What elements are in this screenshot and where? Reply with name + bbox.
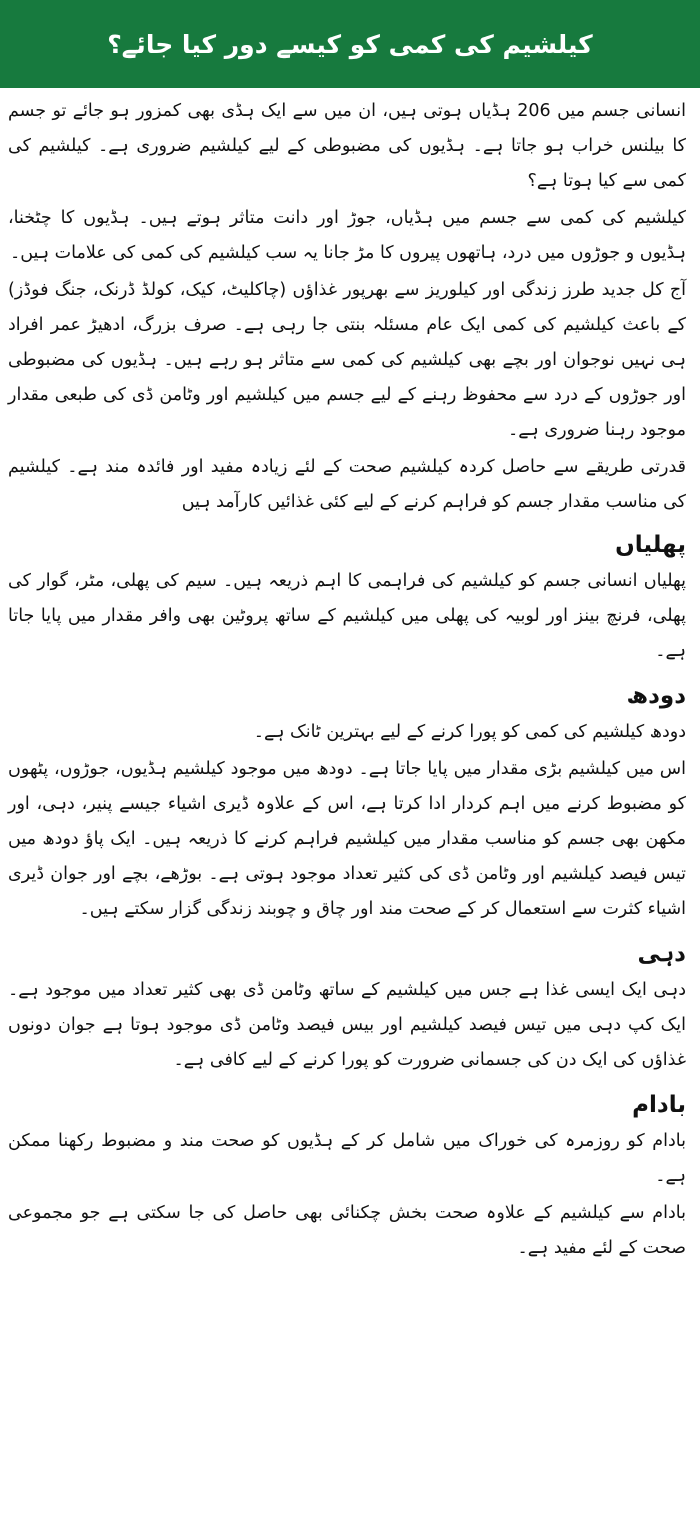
milk-paragraph-1: دودھ کیلشیم کی کمی کو پورا کرنے کے لیے بہترین ٹانک ہے۔ — [253, 722, 686, 742]
yogurt-paragraph: دہی ایک ایسی غذا ہے جس میں کیلشیم کے ساتھ وٹامن ڈی بھی کثیر تعداد میں موجود ہے۔ ایک کپ دہی میں تیس فیصد کیلشیم اور بیس فیصد وٹامن ڈی موجود ہوتا ہے جوان دونوں غذاؤں کی ایک دن کی جسمانی ضرورت کو پورا کرنے کے لیے کافی ہے۔ — [8, 980, 686, 1070]
section-heading-milk: دودھ — [626, 683, 686, 709]
intro-paragraph-3: آج کل جدید طرز زندگی اور کیلوریز سے بھرپور غذاؤں (چاکلیٹ، کیک، کولڈ ڈرنک، جنگ فوڈز) کے باعث کیلشیم کی کمی ایک عام مسئلہ بنتی جا رہی ہے۔ صرف بزرگ، ادھیڑ عمر افراد ہی نہیں نوجوان اور بچے بھی کیلشیم کی کمی سے متاثر ہو رہے ہیں۔ ہڈیوں کی مضبوطی اور جوڑوں کے درد سے محفوظ رہنے کے لیے جسم میں کیلشیم اور وٹامن ڈی کی طبعی مقدار موجود رہنا ضروری ہے۔ — [8, 280, 686, 440]
milk-paragraph-2: اس میں کیلشیم بڑی مقدار میں پایا جاتا ہے۔ دودھ میں موجود کیلشیم ہڈیوں، جوڑوں، پٹھوں کو مضبوط کرنے میں اہم کردار ادا کرتا ہے، اس کے علاوہ ڈیری اشیاء جیسے پنیر، دہی، اور مکھن بھی جسم کو مناسب مقدار میں کیلشیم فراہم کرنے کا ذریعہ ہیں۔ ایک پاؤ دودھ میں تیس فیصد کیلشیم اور وٹامن ڈی کی کثیر تعداد موجود ہوتی ہے۔ بوڑھے، بچے اور جوان ڈیری اشیاء کثرت سے استعمال کر کے صحت مند اور چاق و چوبند زندگی گزار سکتے ہیں۔ — [8, 759, 686, 919]
article-title: کیلشیم کی کمی کو کیسے دور کیا جائے؟ — [107, 29, 593, 59]
section-heading-yogurt: دہی — [637, 941, 686, 967]
title-banner — [0, 0, 700, 88]
beans-paragraph: پھلیاں انسانی جسم کو کیلشیم کی فراہمی کا اہم ذریعہ ہیں۔ سیم کی پھلی، مٹر، گوار کی پھلی، فرنچ بینز اور لوبیہ کی پھلی میں کیلشیم کے ساتھ پروٹین بھی وافر مقدار میں پایا جاتا ہے۔ — [8, 571, 686, 661]
intro-paragraph-1: انسانی جسم میں 206 ہڈیاں ہوتی ہیں، ان میں سے ایک ہڈی بھی کمزور ہو جائے تو جسم کا بیلنس خراب ہو جاتا ہے۔ ہڈیوں کی مضبوطی کے لیے کیلشیم ضروری ہے۔ کیلشیم کی کمی سے کیا ہوتا ہے؟ — [8, 101, 687, 191]
section-heading-almonds: بادام — [632, 1092, 686, 1118]
intro-paragraph-4: قدرتی طریقے سے حاصل کردہ کیلشیم صحت کے لئے زیادہ مفید اور فائدہ مند ہے۔ کیلشیم کی مناسب مقدار جسم کو فراہم کرنے کے لیے کئی غذائیں کارآمد ہیں — [8, 457, 686, 512]
intro-paragraph-2: کیلشیم کی کمی سے جسم میں ہڈیاں، جوڑ اور دانت متاثر ہوتے ہیں۔ ہڈیوں کا چٹخنا، ہڈیوں و جوڑوں میں درد، ہاتھوں پیروں کا مڑ جانا یہ سب کیلشیم کی کمی کی علامات ہیں۔ — [8, 208, 686, 263]
almonds-paragraph-1: بادام کو روزمرہ کی خوراک میں شامل کر کے ہڈیوں کو صحت مند و مضبوط رکھنا ممکن ہے۔ — [8, 1131, 686, 1186]
section-heading-beans: پھلیاں — [615, 532, 686, 558]
almonds-paragraph-2: بادام سے کیلشیم کے علاوہ صحت بخش چکنائی بھی حاصل کی جا سکتی ہے جو مجموعی صحت کے لئے مفید ہے۔ — [8, 1203, 686, 1258]
